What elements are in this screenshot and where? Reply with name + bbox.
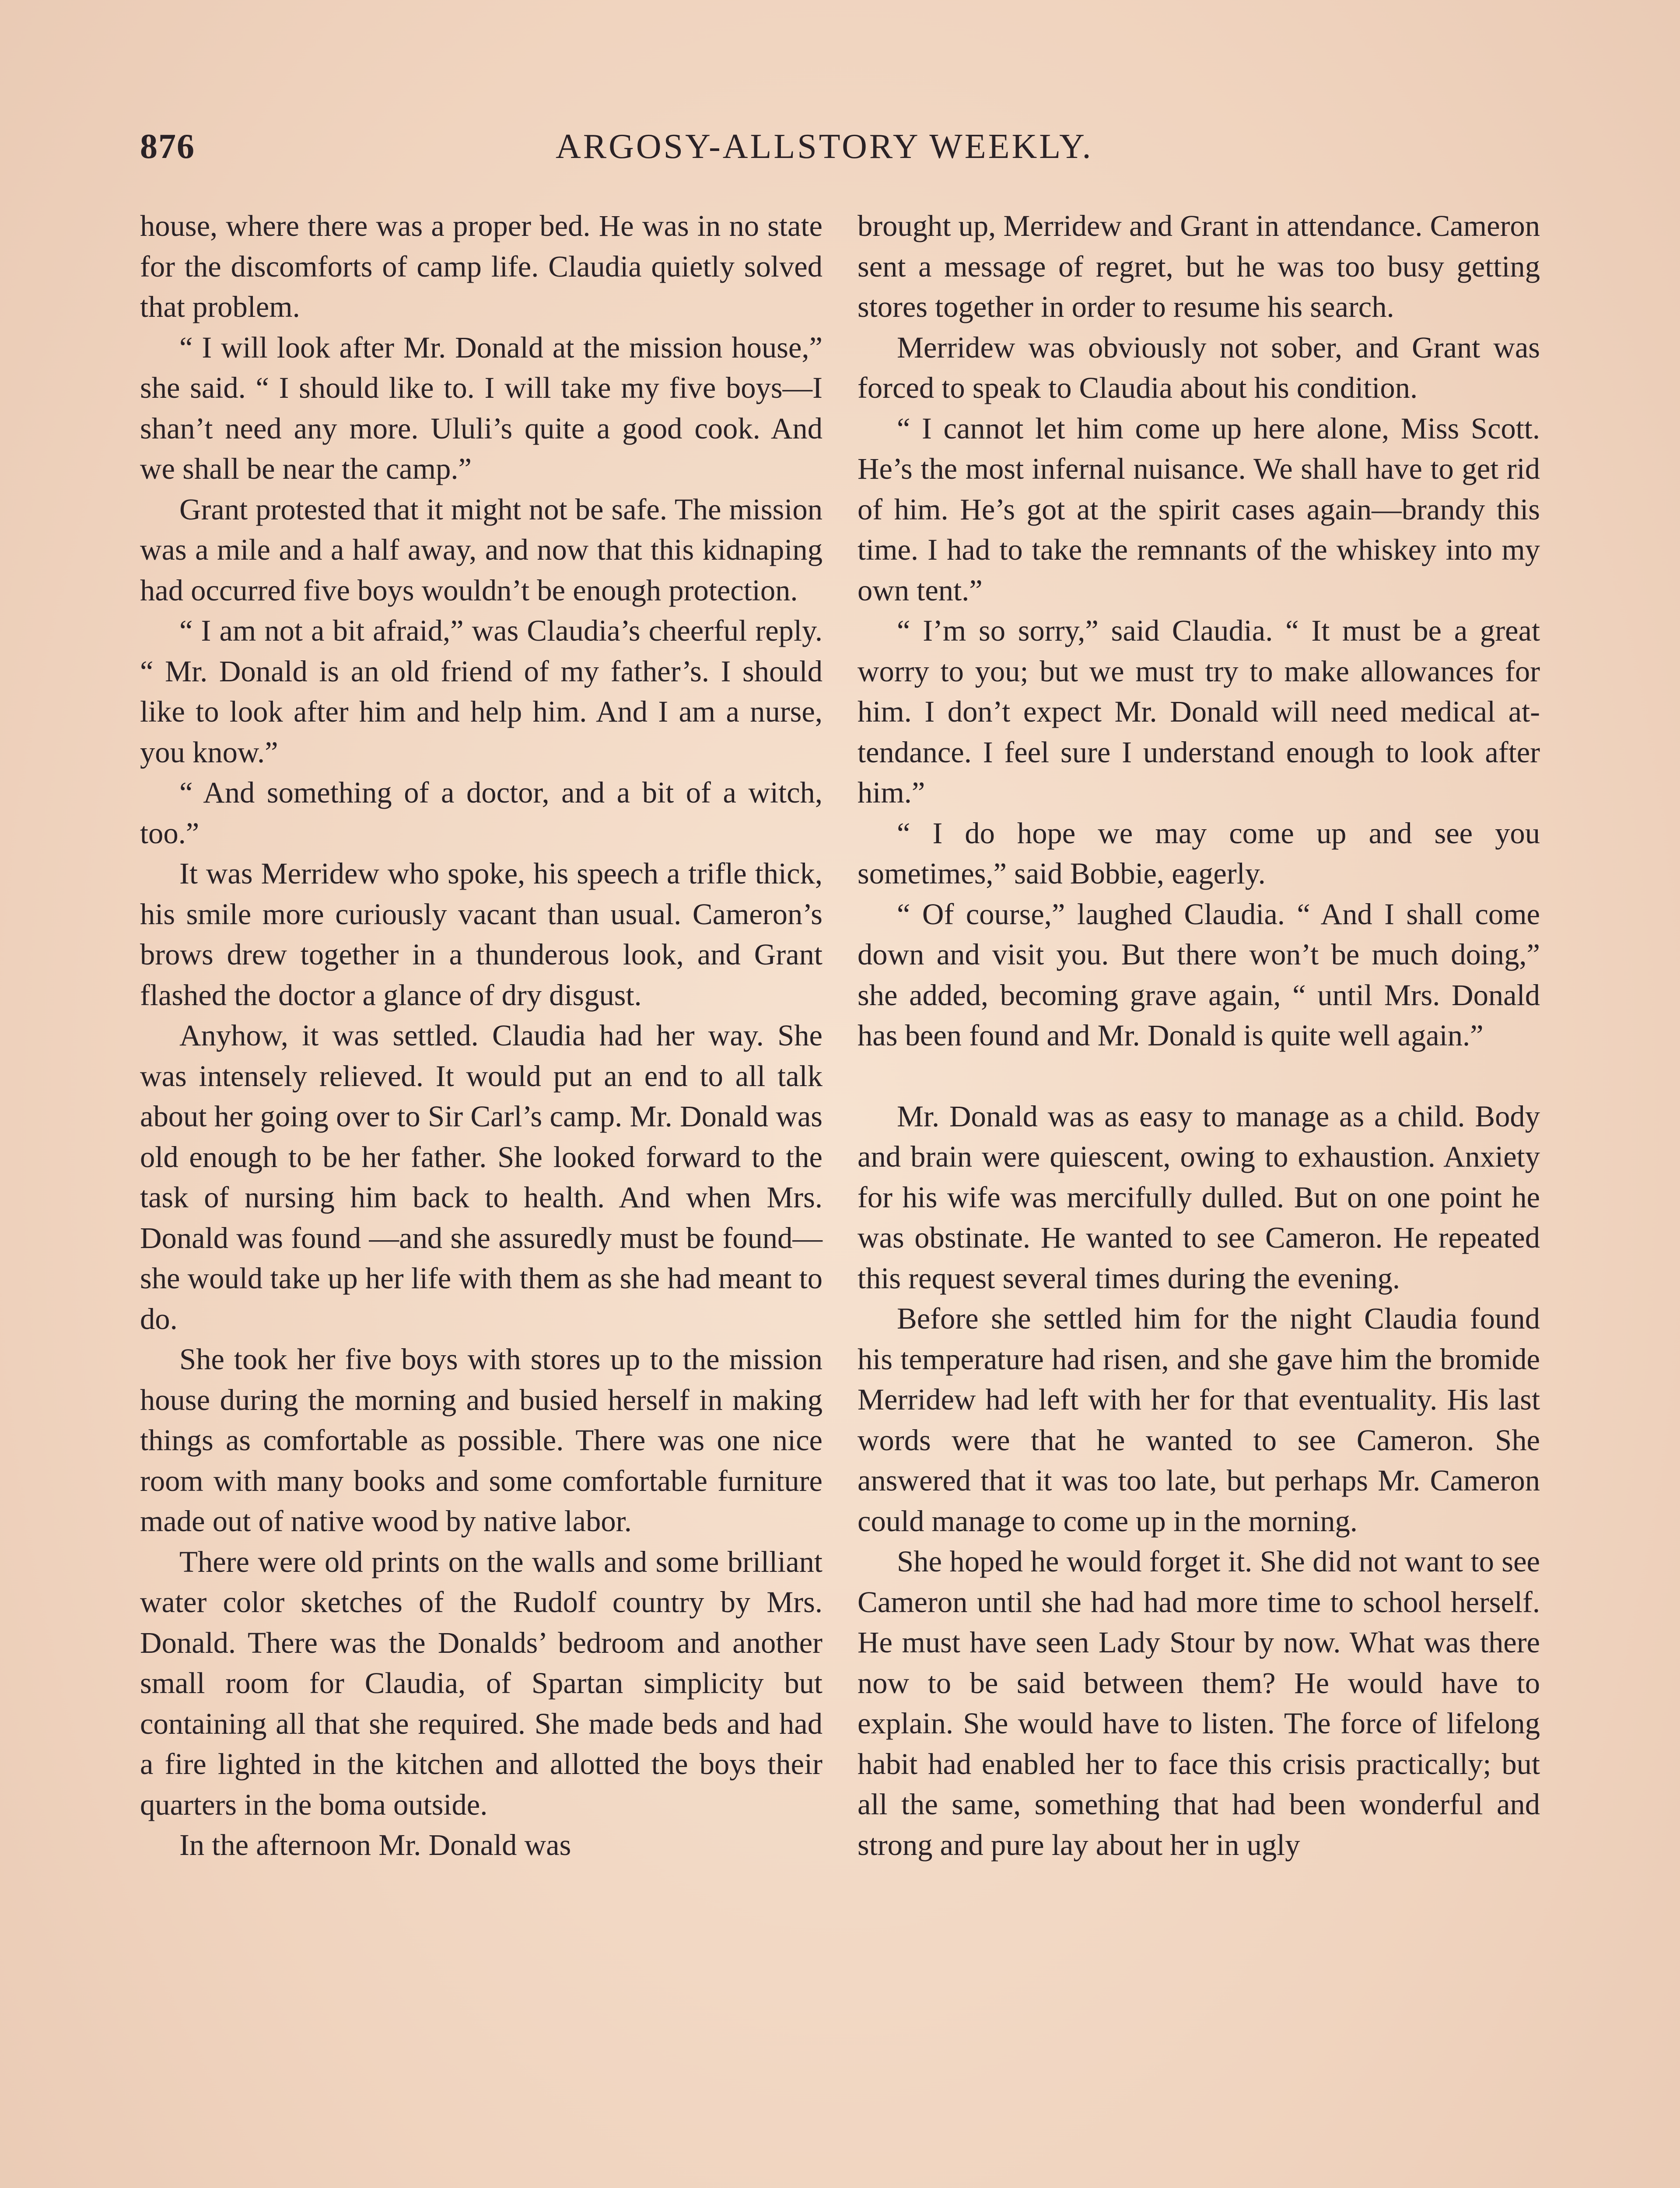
paragraph: In the afternoon Mr. Donald was bbox=[179, 1828, 571, 1862]
paragraph: There were old prints on the walls and some brilliant water color sketches of the Rudolf country by Mrs. Donald. There was the Donalds’ bedroom and another small room for Claudia, of Spartan simplicity but containing all that she required. She made beds and had a fire lighted in the kitchen and allotted the boys their quarters in the boma outside. bbox=[140, 1545, 822, 1821]
paragraph: “ I am not a bit afraid,” was Claudia’s cheerful reply. “ Mr. Donald is an old friend of my father’s. I should like to look after him and help him. And I am a nurse, you know.” bbox=[140, 614, 822, 769]
paragraph: Grant protested that it might not be safe. The mission was a mile and a half away, and now that this kidnaping had occurred five boys wouldn’t be enough protection. bbox=[140, 492, 822, 607]
paragraph: “ And something of a doctor, and a bit of a witch, too.” bbox=[140, 776, 822, 850]
page-number: 876 bbox=[140, 127, 195, 166]
paragraph: Merridew was obviously not sober, and Grant was forced to speak to Claudia about his condition. bbox=[858, 330, 1540, 404]
paragraph: brought up, Merridew and Grant in attendance. Cameron sent a message of regret, but he was too busy getting stores together in order to resume his search. bbox=[858, 209, 1540, 323]
left-column bbox=[140, 206, 822, 1865]
paragraph: Before she settled him for the night Claudia found his temperature had risen, and she gave him the bromide Merridew had left with her for that eventuality. His last words were that he wanted to see Cameron. She answered that it was too late, but perhaps Mr. Cameron could manage to come up in the morning. bbox=[858, 1302, 1540, 1538]
right-column bbox=[858, 206, 1540, 1865]
paragraph: She took her five boys with stores up to the mission house during the morning and busied herself in making things as comfortable as possible. There was one nice room with many books and some comfortable furniture made out of native wood by native labor. bbox=[140, 1343, 822, 1538]
page-header bbox=[140, 127, 1553, 184]
paragraph: Anyhow, it was settled. Claudia had her way. She was intensely relieved. It would put an end to all talk about her going over to Sir Carl’s camp. Mr. Donald was old enough to be her father. She looked forward to the task of nursing him back to health. And when Mrs. Donald was found —and she assuredly must be found—she would take up her life with them as she had meant to do. bbox=[140, 1019, 822, 1336]
paragraph: “ I do hope we may come up and see you sometimes,” said Bobbie, eagerly. bbox=[858, 816, 1540, 890]
paragraph: “ I cannot let him come up here alone, Miss Scott. He’s the most infernal nuisance. We shall have to get rid of him. He’s got at the spirit cases again—brandy this time. I had to take the remnants of the whiskey into my own tent.” bbox=[858, 411, 1540, 607]
paragraph: She hoped he would forget it. She did not want to see Cameron until she had had more time to school herself. He must have seen Lady Stour by now. What was there now to be said between them? He would have to explain. She would have to listen. The force of lifelong habit had enabled her to face this crisis practically; but all the same, something that had been wonderful and strong and pure lay about her in ugly bbox=[858, 1545, 1540, 1862]
paragraph: “ Of course,” laughed Claudia. “ And I shall come down and visit you. But there won’t be much doing,” she added, becoming grave again, “ until Mrs. Donald has been found and Mr. Donald is quite well again.” bbox=[858, 897, 1540, 1052]
running-head: ARGOSY-ALLSTORY WEEKLY. bbox=[556, 127, 1093, 166]
paragraph: Mr. Donald was as easy to manage as a child. Body and brain were quiescent, owing to exhaustion. Anxiety for his wife was mercifully dulled. But on one point he was obstinate. He wanted to see Cameron. He repeated this request several times during the evening. bbox=[858, 1099, 1540, 1295]
paragraph: “ I’m so sorry,” said Claudia. “ It must be a great worry to you; but we must try to make allowances for him. I don’t expect Mr. Donald will need medical attendance. I feel sure I understand enough to look after him.” bbox=[858, 614, 1540, 809]
paragraph: It was Merridew who spoke, his speech a trifle thick, his smile more curiously vacant than usual. Cameron’s brows drew together in a thunderous look, and Grant flashed the doctor a glance of dry disgust. bbox=[140, 857, 822, 1012]
paragraph: house, where there was a proper bed. He was in no state for the discomforts of camp life. Claudia quietly solved that problem. bbox=[140, 209, 822, 323]
paragraph: “ I will look after Mr. Donald at the mission house,” she said. “ I should like to. I will take my five boys—I shan’t need any more. Ululi’s quite a good cook. And we shall be near the camp.” bbox=[140, 330, 822, 485]
